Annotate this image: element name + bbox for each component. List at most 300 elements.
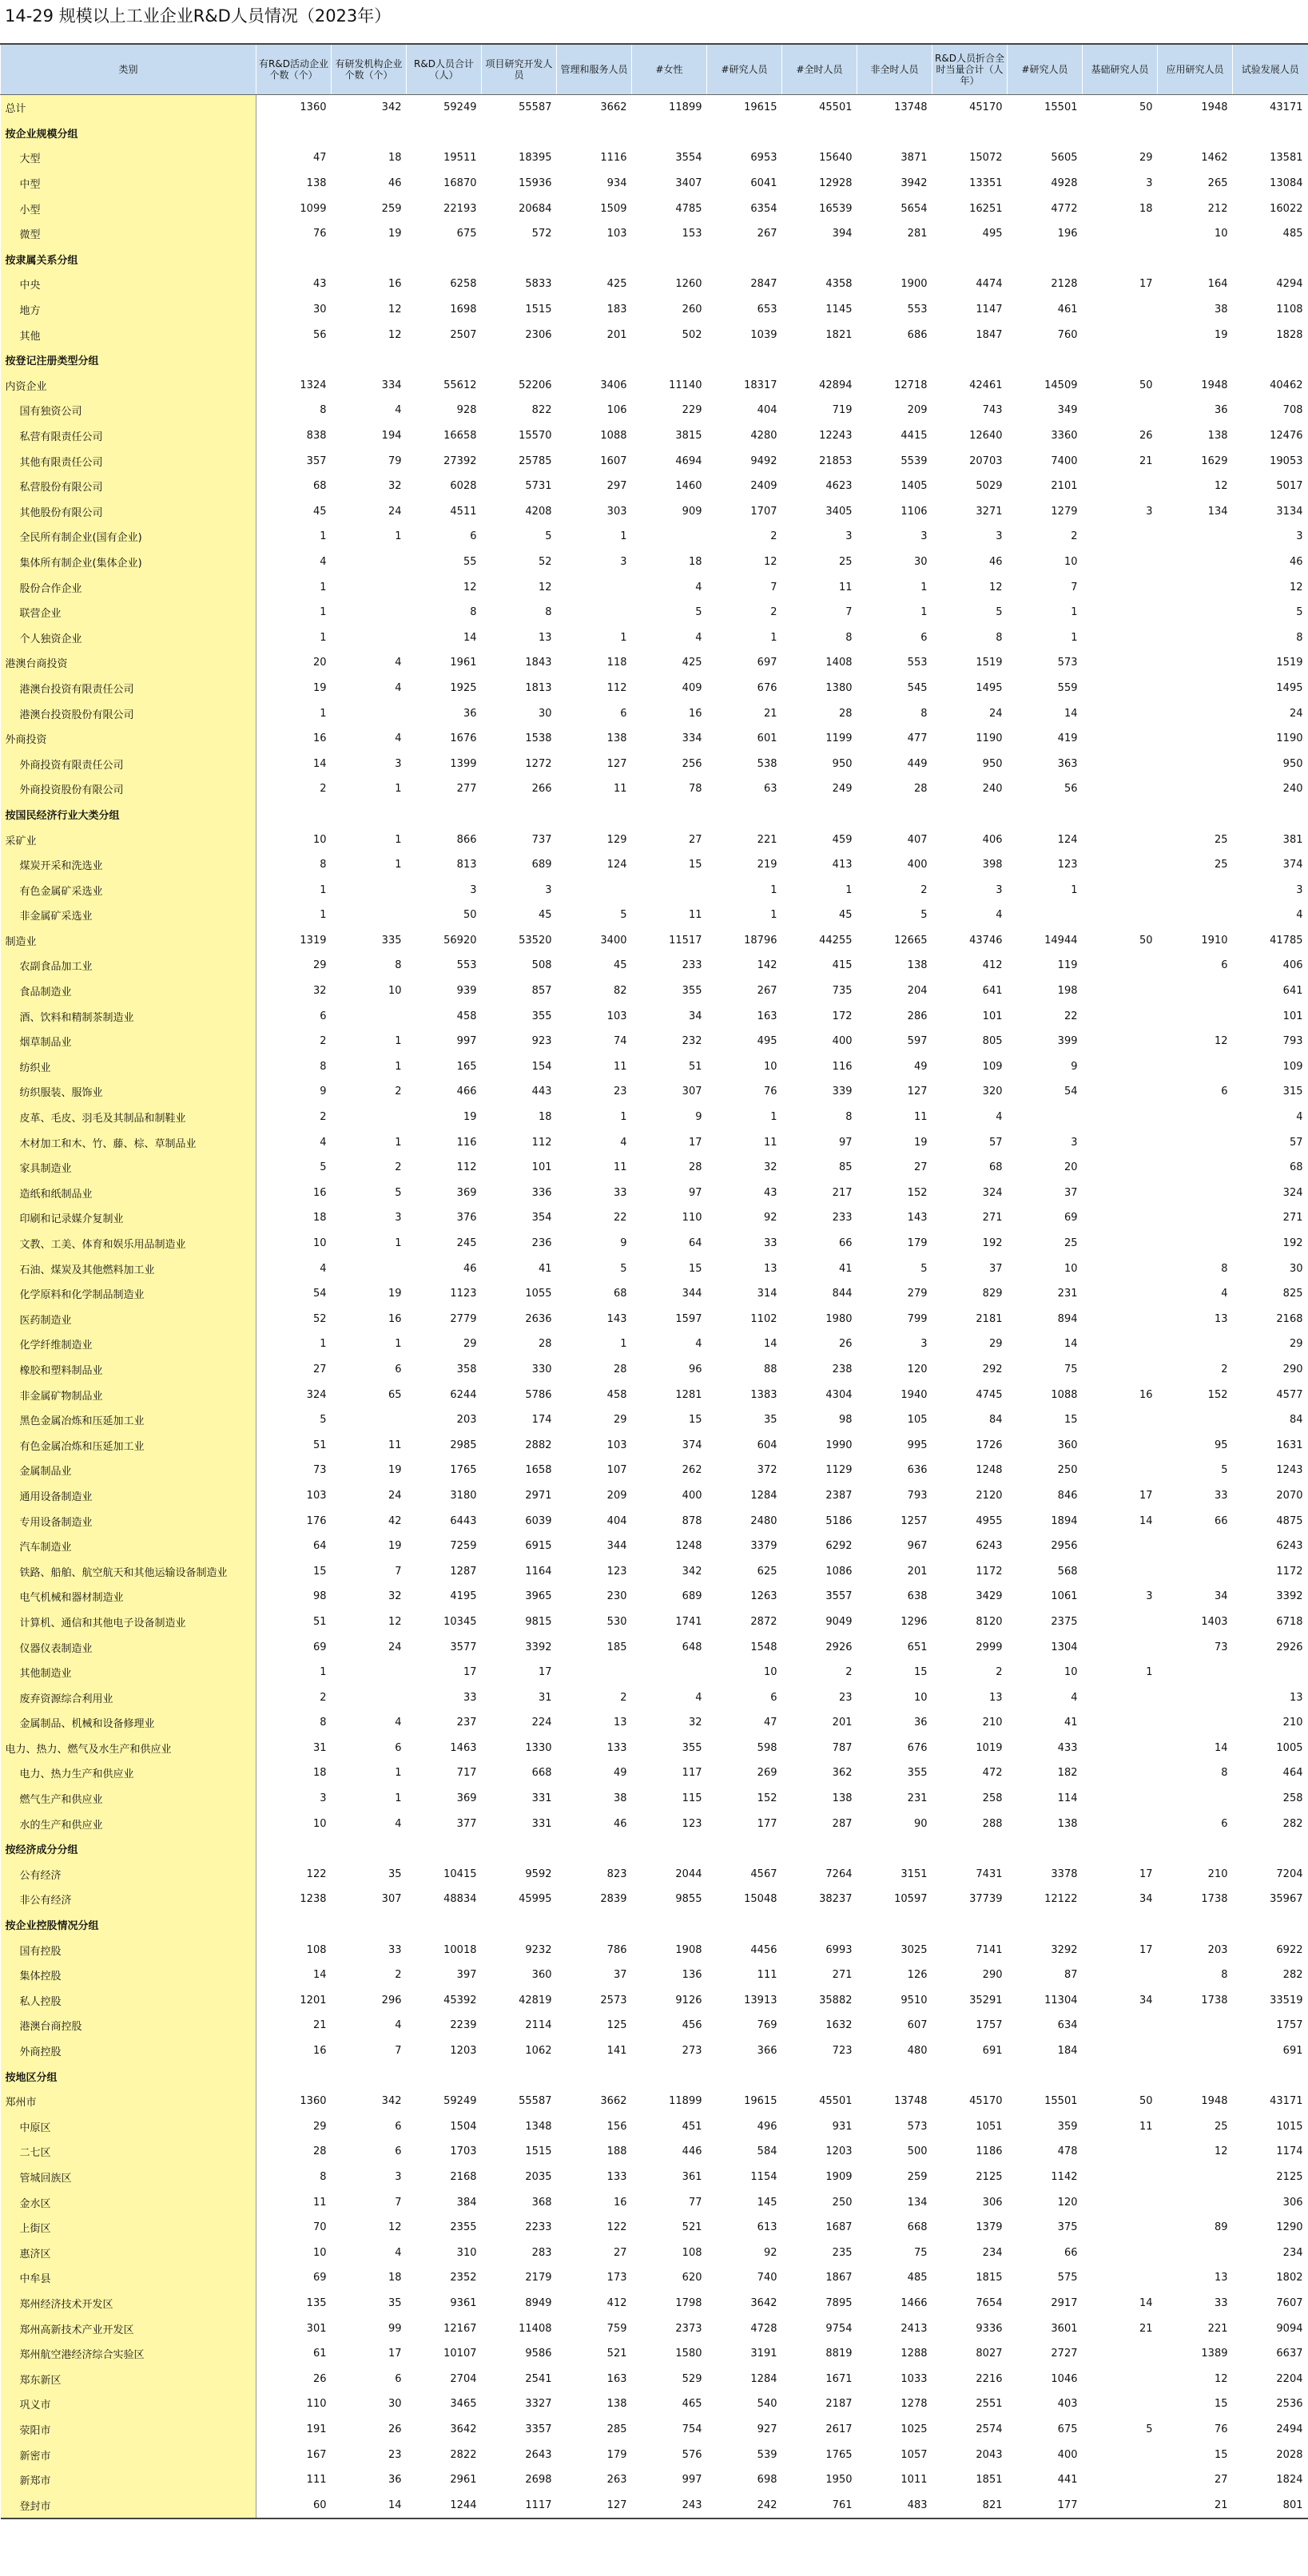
row-label: 仪器仪表制造业 bbox=[1, 1634, 256, 1660]
table-cell: 1 bbox=[395, 530, 402, 543]
table-cell: 13 bbox=[763, 1262, 777, 1275]
row-label: 上街区 bbox=[1, 2215, 256, 2241]
table-cell: 2839 bbox=[600, 1893, 627, 1906]
table-cell bbox=[1083, 1155, 1158, 1181]
table-cell: 15640 bbox=[819, 152, 853, 165]
table-cell: 27 bbox=[688, 833, 702, 846]
table-cell: 42461 bbox=[969, 379, 1003, 391]
table-cell: 245 bbox=[456, 1237, 477, 1250]
table-row bbox=[1, 2341, 1308, 2367]
table-cell bbox=[1008, 802, 1083, 828]
table-cell: 22193 bbox=[443, 202, 477, 215]
table-cell: 4 bbox=[320, 1262, 327, 1275]
table-cell: 4 bbox=[996, 909, 1003, 922]
table-cell: 1798 bbox=[675, 2296, 702, 2309]
table-cell: 458 bbox=[456, 1010, 477, 1022]
table-cell: 271 bbox=[1282, 1212, 1303, 1224]
table-cell bbox=[1083, 1736, 1158, 1761]
table-cell: 1632 bbox=[825, 2019, 853, 2032]
table-cell: 116 bbox=[832, 1060, 853, 1073]
table-cell: 217 bbox=[832, 1186, 853, 1199]
table-cell: 398 bbox=[982, 859, 1003, 871]
table-cell: 478 bbox=[1057, 2145, 1078, 2158]
table-cell: 598 bbox=[757, 1741, 777, 1754]
table-cell: 45501 bbox=[819, 2095, 853, 2108]
row-label: 港澳台投资股份有限公司 bbox=[1, 701, 256, 726]
table-cell: 57 bbox=[988, 1136, 1003, 1149]
table-cell: 909 bbox=[682, 505, 702, 518]
table-cell: 6718 bbox=[1276, 1615, 1303, 1628]
table-cell bbox=[332, 1660, 407, 1685]
table-cell: 210 bbox=[1207, 1868, 1228, 1880]
table-cell: 675 bbox=[456, 228, 477, 240]
table-cell bbox=[707, 247, 782, 272]
table-cell: 10 bbox=[1214, 228, 1228, 240]
table-cell: 3 bbox=[545, 883, 552, 896]
table-cell: 7607 bbox=[1276, 2296, 1303, 2309]
table-cell: 572 bbox=[531, 228, 552, 240]
table-cell: 41785 bbox=[1270, 934, 1303, 947]
table-cell: 142 bbox=[757, 959, 777, 972]
table-cell bbox=[1158, 1129, 1233, 1155]
table-cell: 41 bbox=[838, 1262, 853, 1275]
table-cell: 2233 bbox=[525, 2221, 552, 2234]
header-col: 项目研究开发人员 bbox=[482, 44, 557, 95]
row-label: 中央 bbox=[1, 272, 256, 297]
table-cell: 553 bbox=[456, 959, 477, 972]
table-row bbox=[1, 1432, 1308, 1458]
table-cell: 857 bbox=[531, 985, 552, 998]
table-cell: 331 bbox=[531, 1817, 552, 1830]
table-cell: 27 bbox=[913, 1161, 928, 1174]
row-label: 集体控股 bbox=[1, 1963, 256, 1988]
table-cell: 42819 bbox=[519, 1994, 552, 2006]
header-col: #全时人员 bbox=[782, 44, 857, 95]
table-row bbox=[1, 1610, 1308, 1635]
table-cell: 8 bbox=[320, 1717, 327, 1729]
table-cell: 1463 bbox=[450, 1741, 477, 1754]
table-cell: 1088 bbox=[600, 430, 627, 443]
table-row bbox=[1, 145, 1308, 171]
table-cell: 1948 bbox=[1201, 101, 1228, 114]
page-title: 14-29 规模以上工业企业R&D人员情况（2023年） bbox=[5, 6, 392, 26]
table-row bbox=[1, 1079, 1308, 1105]
table-cell: 5 bbox=[1221, 1464, 1228, 1477]
table-row bbox=[1, 2492, 1308, 2518]
row-label: 郑东新区 bbox=[1, 2366, 256, 2391]
table-cell: 22 bbox=[1063, 1010, 1078, 1022]
table-cell bbox=[1083, 574, 1158, 600]
table-cell: 154 bbox=[531, 1060, 552, 1073]
table-cell: 8 bbox=[845, 631, 853, 644]
table-row bbox=[1, 978, 1308, 1004]
table-row bbox=[1, 1811, 1308, 1836]
table-cell: 182 bbox=[1057, 1767, 1078, 1780]
table-cell: 568 bbox=[1057, 1565, 1078, 1578]
table-cell: 21853 bbox=[819, 454, 853, 467]
table-cell bbox=[332, 600, 407, 625]
table-cell bbox=[1083, 1634, 1158, 1660]
table-cell: 419 bbox=[1057, 732, 1078, 745]
table-cell: 3662 bbox=[600, 101, 627, 114]
table-cell: 12928 bbox=[819, 177, 853, 190]
row-label: 煤炭开采和洗选业 bbox=[1, 852, 256, 878]
table-cell bbox=[1158, 1685, 1233, 1710]
table-cell: 10107 bbox=[443, 2348, 477, 2360]
table-cell: 1324 bbox=[300, 379, 327, 391]
table-cell: 1046 bbox=[1051, 2372, 1078, 2385]
table-cell: 3642 bbox=[450, 2423, 477, 2435]
table-cell: 5 bbox=[620, 909, 627, 922]
table-cell bbox=[1008, 347, 1083, 373]
table-row bbox=[1, 1003, 1308, 1029]
table-cell: 43 bbox=[312, 278, 327, 291]
table-cell: 4 bbox=[395, 732, 402, 745]
table-cell: 7 bbox=[395, 2196, 402, 2209]
table-cell: 55587 bbox=[519, 2095, 552, 2108]
table-cell: 3 bbox=[320, 1792, 327, 1805]
table-cell: 18796 bbox=[744, 934, 777, 947]
table-cell: 1086 bbox=[825, 1565, 853, 1578]
table-cell bbox=[1083, 953, 1158, 978]
table-cell: 1062 bbox=[525, 2045, 552, 2058]
table-cell: 17 bbox=[1139, 1943, 1153, 1956]
table-cell: 1821 bbox=[825, 328, 853, 341]
table-cell: 9 bbox=[695, 1111, 702, 1124]
table-cell: 3 bbox=[920, 1338, 928, 1351]
table-cell: 87 bbox=[1063, 1969, 1078, 1982]
table-cell: 98 bbox=[838, 1414, 853, 1427]
table-cell: 829 bbox=[982, 1288, 1003, 1300]
table-row bbox=[1, 1357, 1308, 1383]
table-cell: 50 bbox=[463, 909, 477, 922]
table-cell: 258 bbox=[982, 1792, 1003, 1805]
row-label: 二七区 bbox=[1, 2139, 256, 2165]
table-cell: 1 bbox=[770, 909, 777, 922]
table-cell: 4623 bbox=[825, 480, 853, 493]
table-cell: 164 bbox=[1207, 278, 1228, 291]
table-cell: 34 bbox=[1139, 1893, 1153, 1906]
table-cell: 2239 bbox=[450, 2019, 477, 2032]
row-label: 农副食品加工业 bbox=[1, 953, 256, 978]
table-cell: 11408 bbox=[519, 2322, 552, 2335]
table-cell bbox=[632, 1836, 707, 1862]
table-cell: 641 bbox=[982, 985, 1003, 998]
table-cell: 138 bbox=[606, 2398, 627, 2411]
table-cell: 1117 bbox=[482, 2492, 557, 2518]
table-cell: 10 bbox=[763, 1060, 777, 1073]
table-cell: 372 bbox=[757, 1464, 777, 1477]
table-cell bbox=[1083, 221, 1158, 247]
table-cell bbox=[557, 1836, 632, 1862]
table-cell: 127 bbox=[907, 1086, 928, 1098]
table-cell: 25 bbox=[1214, 2120, 1228, 2133]
table-cell: 334 bbox=[381, 379, 402, 391]
table-row bbox=[1, 322, 1308, 347]
table-cell bbox=[1083, 1129, 1158, 1155]
table-cell: 2917 bbox=[1051, 2296, 1078, 2309]
table-cell: 65 bbox=[388, 1388, 402, 1401]
table-cell: 1304 bbox=[1051, 1641, 1078, 1653]
table-cell: 21 bbox=[312, 2019, 327, 2032]
table-cell: 25 bbox=[1214, 833, 1228, 846]
table-cell: 2507 bbox=[450, 328, 477, 341]
table-cell: 1 bbox=[320, 909, 327, 922]
table-cell: 138 bbox=[907, 959, 928, 972]
table-cell: 8 bbox=[320, 404, 327, 417]
table-cell: 1257 bbox=[900, 1514, 928, 1527]
table-cell: 30 bbox=[1289, 1262, 1303, 1275]
table-cell: 1900 bbox=[900, 278, 928, 291]
table-cell: 112 bbox=[456, 1161, 477, 1174]
table-cell: 1 bbox=[920, 606, 928, 619]
table-cell bbox=[1158, 1155, 1233, 1181]
table-cell: 668 bbox=[531, 1767, 552, 1780]
table-cell: 4955 bbox=[976, 1514, 1003, 1527]
row-label: 其他有限责任公司 bbox=[1, 448, 256, 474]
table-cell bbox=[1008, 121, 1083, 146]
table-cell: 174 bbox=[531, 1414, 552, 1427]
table-cell bbox=[1083, 1407, 1158, 1433]
row-label: 国有独资公司 bbox=[1, 398, 256, 423]
table-cell: 1088 bbox=[1051, 1388, 1078, 1401]
table-cell: 12 bbox=[388, 328, 402, 341]
table-cell: 43171 bbox=[1270, 2095, 1303, 2108]
table-cell: 620 bbox=[682, 2272, 702, 2284]
table-cell: 344 bbox=[682, 1288, 702, 1300]
table-cell: 1925 bbox=[450, 681, 477, 694]
table-cell: 4456 bbox=[750, 1943, 777, 1956]
table-cell: 124 bbox=[1057, 833, 1078, 846]
table-cell: 73 bbox=[312, 1464, 327, 1477]
table-cell: 21 bbox=[763, 707, 777, 720]
table-cell: 27 bbox=[1214, 2474, 1228, 2487]
table-cell bbox=[632, 347, 707, 373]
table-cell: 11 bbox=[613, 1161, 627, 1174]
table-cell bbox=[1158, 650, 1233, 676]
table-cell bbox=[1158, 701, 1233, 726]
table-cell bbox=[557, 2063, 632, 2089]
table-cell: 43746 bbox=[969, 934, 1003, 947]
table-cell bbox=[332, 903, 407, 928]
table-cell: 793 bbox=[1282, 1035, 1303, 1048]
table-cell: 25 bbox=[1214, 859, 1228, 871]
table-cell: 12 bbox=[538, 581, 552, 593]
table-cell: 8 bbox=[320, 2170, 327, 2183]
table-cell: 45 bbox=[312, 505, 327, 518]
table-cell: 1726 bbox=[976, 1439, 1003, 1451]
table-row bbox=[1, 1508, 1308, 1534]
table-cell: 553 bbox=[907, 304, 928, 316]
table-cell: 1405 bbox=[900, 480, 928, 493]
table-cell: 5605 bbox=[1051, 152, 1078, 165]
table-cell: 1515 bbox=[525, 2145, 552, 2158]
table-cell: 69 bbox=[312, 2272, 327, 2284]
table-cell: 125 bbox=[606, 2019, 627, 2032]
table-cell: 179 bbox=[606, 2448, 627, 2461]
table-cell: 107 bbox=[606, 1464, 627, 1477]
table-cell: 4 bbox=[395, 681, 402, 694]
table-cell: 46 bbox=[613, 1817, 627, 1830]
table-cell: 676 bbox=[757, 681, 777, 694]
table-cell: 45170 bbox=[969, 101, 1003, 114]
table-cell: 641 bbox=[1282, 985, 1303, 998]
table-cell bbox=[1158, 625, 1233, 650]
table-cell: 167 bbox=[306, 2448, 327, 2461]
table-cell: 232 bbox=[682, 1035, 702, 1048]
table-cell: 17 bbox=[538, 1666, 552, 1679]
table-cell bbox=[1158, 574, 1233, 600]
table-cell: 16870 bbox=[443, 177, 477, 190]
table-cell bbox=[1158, 1710, 1233, 1736]
table-cell bbox=[1083, 1458, 1158, 1483]
table-cell: 46 bbox=[1289, 555, 1303, 568]
table-cell: 717 bbox=[456, 1767, 477, 1780]
table-cell: 1843 bbox=[525, 657, 552, 669]
table-cell bbox=[782, 802, 857, 828]
table-cell: 143 bbox=[606, 1312, 627, 1325]
header-col: 非全时人员 bbox=[857, 44, 932, 95]
row-label: 管城回族区 bbox=[1, 2165, 256, 2190]
table-cell: 2355 bbox=[450, 2221, 477, 2234]
table-cell bbox=[632, 1660, 707, 1685]
table-cell bbox=[1083, 1181, 1158, 1206]
row-label: 微型 bbox=[1, 221, 256, 247]
row-label: 有色金属矿采选业 bbox=[1, 877, 256, 903]
table-row bbox=[1, 95, 1308, 121]
table-cell bbox=[332, 1407, 407, 1433]
table-cell: 15570 bbox=[519, 430, 552, 443]
table-cell: 740 bbox=[757, 2272, 777, 2284]
table-cell: 2413 bbox=[900, 2322, 928, 2335]
table-row bbox=[1, 1736, 1308, 1761]
table-cell: 236 bbox=[531, 1237, 552, 1250]
table-cell: 331 bbox=[531, 1792, 552, 1805]
table-cell: 597 bbox=[907, 1035, 928, 1048]
table-cell: 950 bbox=[982, 757, 1003, 770]
table-cell: 761 bbox=[782, 2492, 857, 2518]
table-cell: 76 bbox=[312, 228, 327, 240]
table-cell: 12 bbox=[988, 581, 1003, 593]
table-cell: 1186 bbox=[976, 2145, 1003, 2158]
table-cell bbox=[1158, 524, 1233, 550]
table-cell: 18 bbox=[312, 1212, 327, 1224]
table-cell: 2179 bbox=[525, 2272, 552, 2284]
table-cell: 27 bbox=[613, 2246, 627, 2259]
table-cell: 2128 bbox=[1051, 278, 1078, 291]
row-label: 郑州经济技术开发区 bbox=[1, 2291, 256, 2316]
header-col: 应用研究人员 bbox=[1158, 44, 1233, 95]
table-cell: 9592 bbox=[525, 1868, 552, 1880]
table-cell: 358 bbox=[456, 1363, 477, 1375]
table-cell: 29 bbox=[1139, 152, 1153, 165]
table-cell: 42 bbox=[388, 1514, 402, 1527]
table-cell: 201 bbox=[832, 1717, 853, 1729]
table-cell: 230 bbox=[606, 1590, 627, 1603]
table-cell: 2704 bbox=[450, 2372, 477, 2385]
table-cell bbox=[482, 2063, 557, 2089]
table-cell: 708 bbox=[1282, 404, 1303, 417]
table-cell: 32 bbox=[388, 1590, 402, 1603]
table-row bbox=[1, 1685, 1308, 1710]
table-cell: 8 bbox=[1221, 1262, 1228, 1275]
table-cell: 191 bbox=[306, 2423, 327, 2435]
table-cell: 1 bbox=[620, 631, 627, 644]
table-cell: 101 bbox=[531, 1161, 552, 1174]
table-cell: 1296 bbox=[900, 1615, 928, 1628]
table-cell: 407 bbox=[907, 833, 928, 846]
table-cell bbox=[1158, 1205, 1233, 1231]
table-cell: 743 bbox=[982, 404, 1003, 417]
table-cell: 6041 bbox=[750, 177, 777, 190]
table-cell: 2961 bbox=[450, 2474, 477, 2487]
table-cell: 2872 bbox=[750, 1615, 777, 1628]
table-cell: 14 bbox=[463, 631, 477, 644]
table-cell: 269 bbox=[757, 1767, 777, 1780]
table-cell: 49 bbox=[913, 1060, 928, 1073]
table-cell: 10415 bbox=[443, 1868, 477, 1880]
table-cell bbox=[1083, 2366, 1158, 2391]
table-cell: 6039 bbox=[525, 1514, 552, 1527]
table-cell: 12640 bbox=[969, 430, 1003, 443]
table-row bbox=[1, 373, 1308, 399]
table-cell: 265 bbox=[1207, 177, 1228, 190]
table-cell: 138 bbox=[832, 1792, 853, 1805]
table-cell bbox=[557, 600, 632, 625]
row-label: 港澳台商控股 bbox=[1, 2013, 256, 2038]
table-cell: 114 bbox=[1057, 1792, 1078, 1805]
table-cell: 1580 bbox=[675, 2348, 702, 2360]
table-cell: 2 bbox=[770, 530, 777, 543]
table-cell: 99 bbox=[388, 2322, 402, 2335]
table-cell: 3577 bbox=[450, 1641, 477, 1653]
table-cell bbox=[1158, 247, 1233, 272]
table-cell: 1948 bbox=[1201, 2095, 1228, 2108]
table-cell: 324 bbox=[1282, 1186, 1303, 1199]
table-cell bbox=[1083, 1256, 1158, 1281]
table-cell: 103 bbox=[306, 1489, 327, 1502]
table-cell bbox=[332, 1003, 407, 1029]
table-cell: 2494 bbox=[1276, 2423, 1303, 2435]
table-cell: 1847 bbox=[976, 328, 1003, 341]
table-cell: 4 bbox=[395, 2019, 402, 2032]
table-cell bbox=[1083, 2038, 1158, 2064]
table-cell bbox=[1083, 550, 1158, 575]
table-cell: 1403 bbox=[1201, 1615, 1228, 1628]
table-cell bbox=[1158, 1407, 1233, 1433]
table-cell: 36 bbox=[463, 707, 477, 720]
row-label: 制造业 bbox=[1, 928, 256, 954]
table-cell: 21 bbox=[1139, 2322, 1153, 2335]
row-label: 其他 bbox=[1, 322, 256, 347]
table-cell: 9094 bbox=[1276, 2322, 1303, 2335]
table-cell: 14 bbox=[312, 1969, 327, 1982]
table-cell: 1 bbox=[395, 1060, 402, 1073]
table-cell: 260 bbox=[682, 304, 702, 316]
table-cell: 2574 bbox=[976, 2423, 1003, 2435]
table-cell bbox=[782, 1912, 857, 1938]
table-cell: 14 bbox=[1214, 1741, 1228, 1754]
table-cell: 8120 bbox=[976, 1615, 1003, 1628]
table-cell: 1757 bbox=[1276, 2019, 1303, 2032]
table-cell bbox=[1158, 2240, 1233, 2265]
table-cell: 363 bbox=[1057, 757, 1078, 770]
table-cell: 185 bbox=[606, 1641, 627, 1653]
table-cell bbox=[707, 1836, 782, 1862]
table-cell: 6637 bbox=[1276, 2348, 1303, 2360]
table-cell: 15501 bbox=[1044, 2095, 1078, 2108]
table-cell: 43171 bbox=[1270, 101, 1303, 114]
